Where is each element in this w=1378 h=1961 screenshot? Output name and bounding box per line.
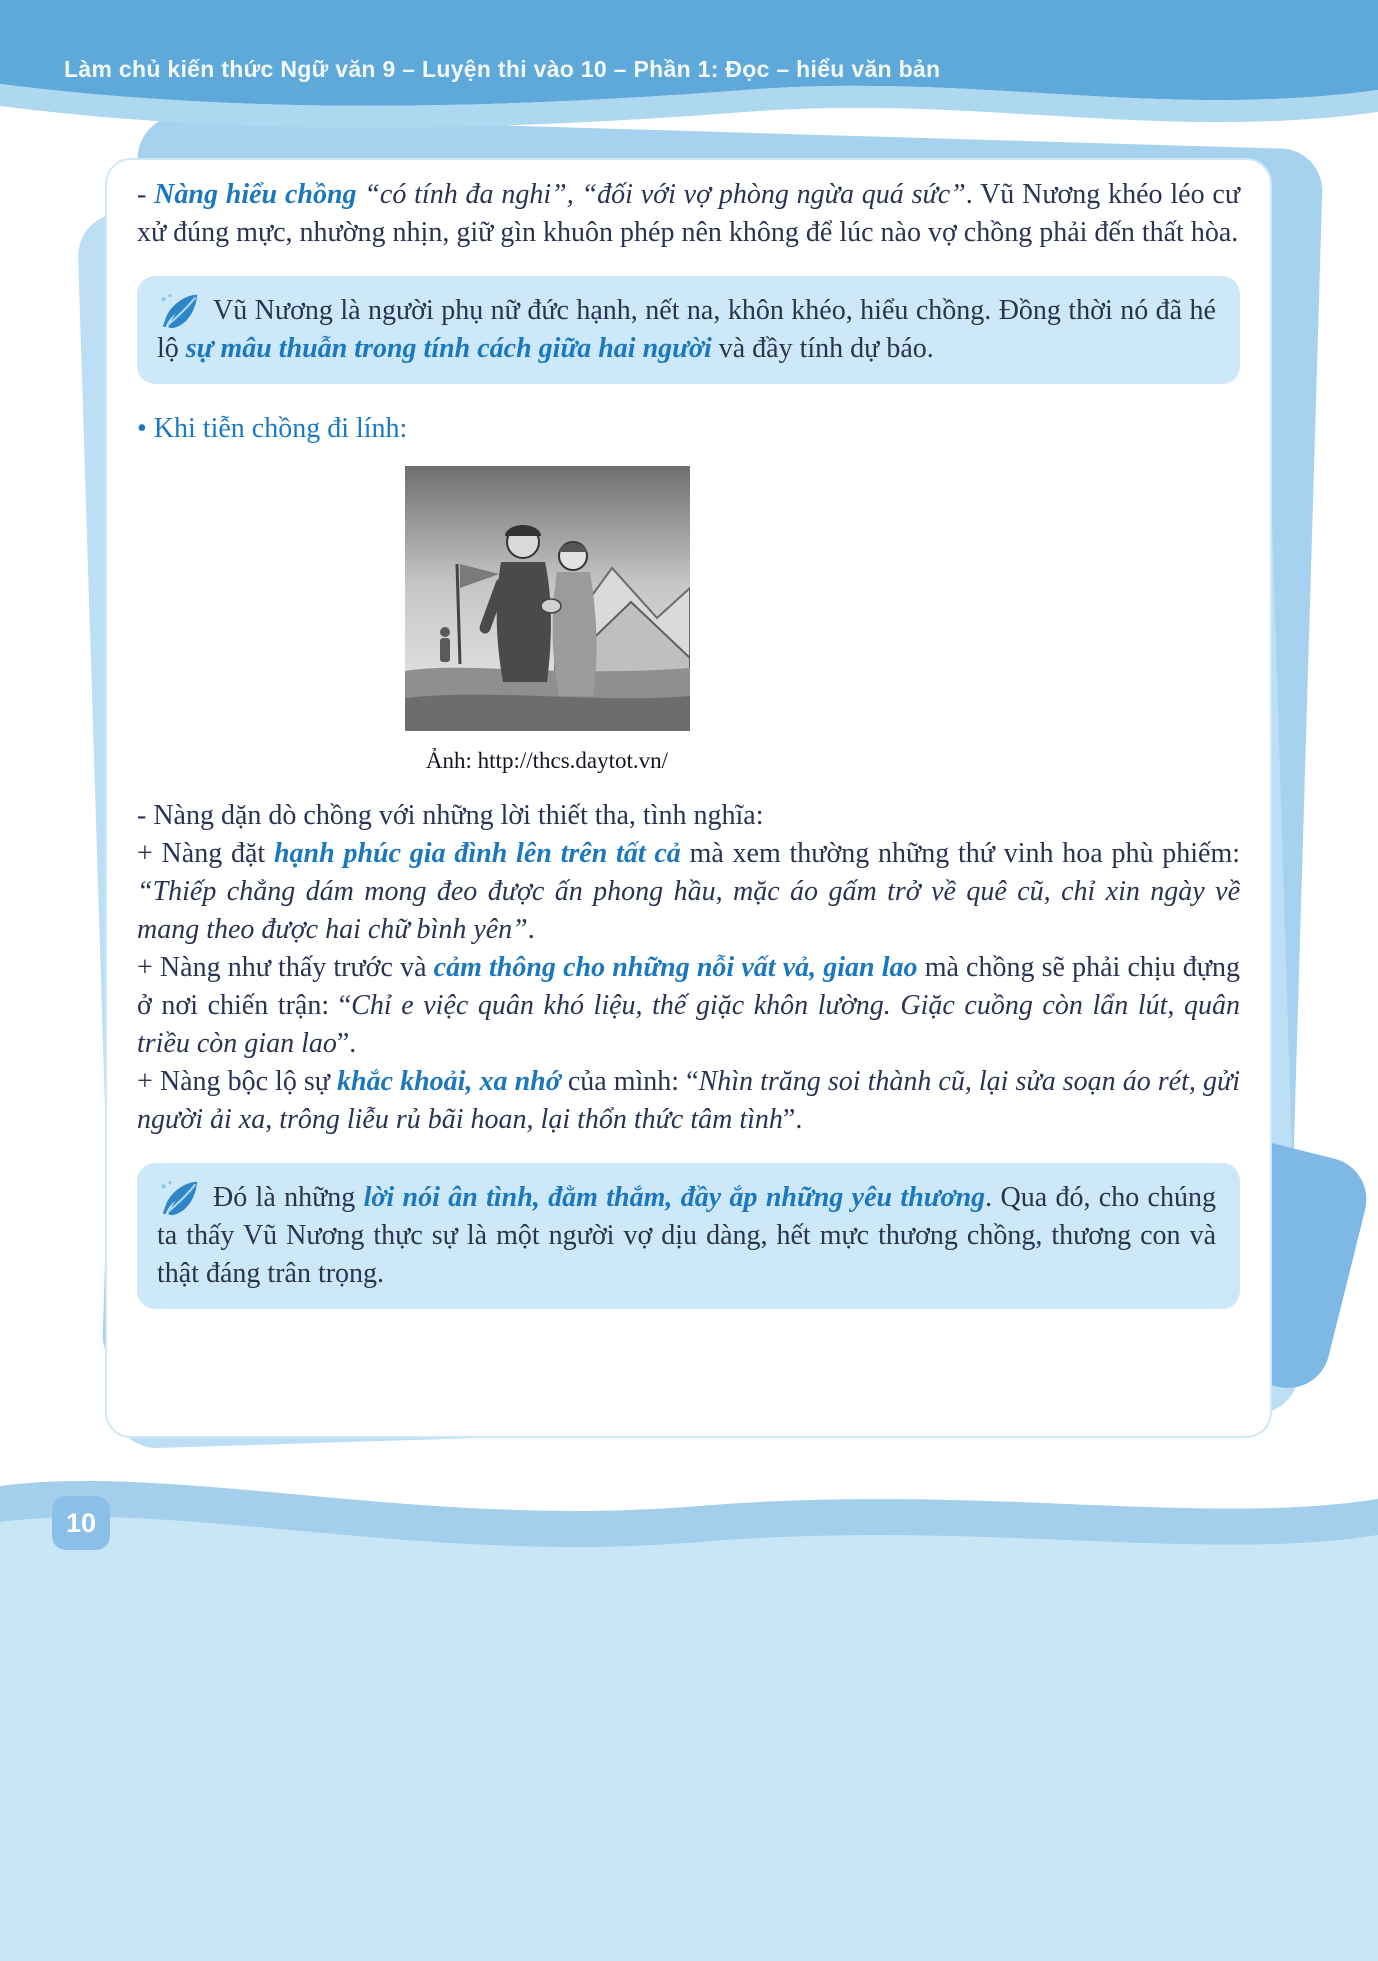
- note-box-1: [137, 276, 1240, 384]
- highlight-nang-hieu-chong: Nàng hiểu chồng: [154, 179, 357, 210]
- note2-highlight: lời nói ân tình, đằm thắm, đầy ắp những yêu thương: [363, 1182, 986, 1213]
- para3-highlight: hạnh phúc gia đình lên trên tất cả: [273, 838, 681, 869]
- section-heading: • Khi tiễn chồng đi lính:: [137, 413, 408, 444]
- para3-end: .: [527, 914, 535, 945]
- para4-middle: mà chồng sẽ phải chịu đựng ở nơi chiến trận: “: [137, 952, 1240, 1021]
- para5-before: + Nàng bộc lộ sự: [137, 1066, 338, 1097]
- dash-marker: -: [137, 179, 155, 210]
- note1-highlight: sự mâu thuẫn trong tính cách giữa hai người: [185, 333, 712, 364]
- para3-quote: “Thiếp chẳng dám mong đeo được ấn phong hầu, mặc áo gấm trở về quê cũ, chỉ xin ngày về mang theo được hai chữ bình yên”: [137, 876, 1240, 945]
- para5-highlight: khắc khoải, xa nhớ: [337, 1066, 561, 1097]
- paragraph-khac-khoai: [137, 1063, 1240, 1139]
- running-header: Làm chủ kiến thức Ngữ văn 9 – Luyện thi vào 10 – Phần 1: Đọc – hiểu văn bản: [64, 56, 941, 82]
- para4-highlight: cảm thông cho những nỗi vất vả, gian lao: [433, 952, 918, 983]
- paragraph-rest: . Vũ Nương khéo léo cư xử đúng mực, nhường nhịn, giữ gìn khuôn phép nên không để lúc nào vợ chồng phải đến thất hòa.: [137, 179, 1241, 248]
- content-card: [105, 158, 1272, 1438]
- para4-before: + Nàng như thấy trước và: [137, 952, 434, 983]
- paragraph-hanh-phuc: [137, 835, 1240, 949]
- paragraph-cam-thong: [137, 949, 1240, 1063]
- note1-text-before: Vũ Nương là người phụ nữ đức hạnh, nết na, khôn khéo, hiểu chồng. Đồng thời nó đã hé lộ: [157, 295, 1216, 364]
- quill-icon: [157, 1179, 203, 1217]
- analysis-paragraphs: [137, 797, 1240, 1139]
- paragraph-dan-do: - Nàng dặn dò chồng với những lời thiết tha, tình nghĩa:: [137, 800, 764, 831]
- note1-text-after: và đầy tính dự báo.: [711, 333, 934, 364]
- note-box-2: [137, 1163, 1240, 1309]
- quoted-phrases: “có tính đa nghi”, “đối với vợ phòng ngừa quá sức”: [356, 179, 966, 210]
- para5-middle: của mình: “: [560, 1066, 699, 1097]
- para5-end: ”.: [782, 1104, 803, 1135]
- figure: [232, 466, 862, 779]
- para4-quote: Chỉ e việc quân khó liệu, thế giặc khôn lường. Giặc cuồng còn lẩn lút, quân triều còn gian lao: [137, 990, 1240, 1059]
- illustration-image: [405, 466, 690, 731]
- image-caption: Ảnh: http://thcs.daytot.vn/: [232, 743, 862, 779]
- paragraph-understanding-husband: [137, 176, 1240, 252]
- para3-middle: mà xem thường những thứ vinh hoa phù phiếm:: [680, 838, 1241, 869]
- footer-band: [0, 1461, 1378, 1961]
- para4-end: ”.: [336, 1028, 357, 1059]
- page-number-badge: 10: [52, 1496, 110, 1550]
- quill-icon: [157, 292, 203, 330]
- para3-before: + Nàng đặt: [137, 838, 274, 869]
- note2-text-after: . Qua đó, cho chúng ta thấy Vũ Nương thực sự là một người vợ dịu dàng, hết mực thương chồng, thương con và thật đáng trân trọng.: [157, 1182, 1216, 1289]
- note2-text-before: Đó là những: [213, 1182, 364, 1213]
- para5-quote: Nhìn trăng soi thành cũ, lại sửa soạn áo rét, gửi người ải xa, trông liễu rủ bãi hoan, lại thổn thức tâm tình: [137, 1066, 1241, 1135]
- background-figure: [440, 627, 450, 662]
